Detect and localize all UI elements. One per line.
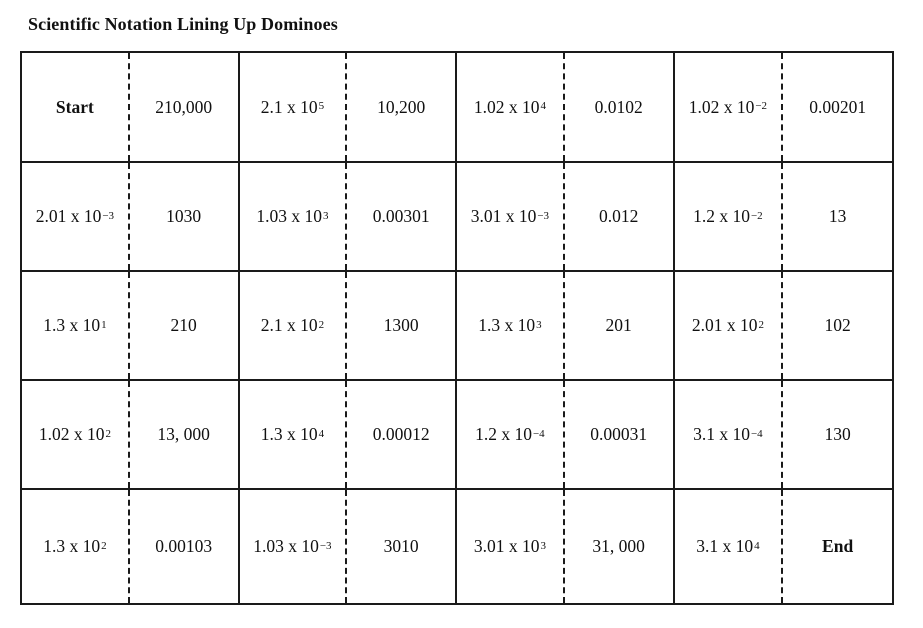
domino-left-half	[457, 53, 565, 161]
domino-right-half	[565, 53, 673, 161]
domino-value: 3.1 x 10	[693, 424, 750, 444]
domino-value: 210,000	[155, 96, 213, 117]
domino-value: 1.2 x 10	[693, 206, 750, 226]
domino-left-half	[240, 272, 348, 379]
domino-left-half	[457, 490, 565, 603]
domino-card	[240, 490, 458, 603]
domino-left-half	[22, 53, 130, 161]
domino-value: 1.3 x 10	[43, 536, 101, 556]
domino-value: 1.2 x 10	[475, 424, 532, 444]
domino-left-half	[675, 381, 784, 488]
domino-row	[22, 381, 892, 490]
domino-value: 0.00031	[590, 424, 648, 444]
domino-value: 10,200	[377, 96, 426, 117]
domino-right-half	[783, 53, 892, 161]
domino-right-half	[130, 53, 238, 161]
domino-exponent: −3	[537, 209, 550, 222]
domino-left-half	[240, 53, 348, 161]
domino-card	[22, 381, 240, 488]
domino-value: 1030	[166, 206, 202, 226]
domino-left-half	[240, 381, 348, 488]
domino-exponent: 2	[758, 318, 764, 331]
domino-card	[675, 490, 893, 603]
domino-exponent: 3	[536, 318, 542, 331]
domino-right-half	[783, 490, 892, 603]
domino-card	[240, 381, 458, 488]
domino-card	[457, 490, 675, 603]
domino-board	[20, 51, 894, 605]
domino-row	[22, 163, 892, 272]
domino-card	[240, 272, 458, 379]
domino-value: 201	[605, 315, 632, 335]
domino-left-half	[22, 490, 130, 603]
domino-exponent: −4	[750, 427, 763, 440]
domino-right-half	[347, 53, 455, 161]
domino-exponent: 3	[322, 209, 329, 222]
domino-value: 2.1 x 10	[260, 315, 318, 335]
domino-value: 3.01 x 10	[470, 206, 537, 226]
domino-value: Start	[55, 96, 94, 117]
domino-row	[22, 272, 892, 381]
domino-value: 0.00012	[372, 424, 430, 444]
domino-exponent: 2	[318, 318, 325, 331]
domino-card	[675, 381, 893, 488]
domino-value: 210	[170, 315, 197, 335]
domino-right-half	[130, 490, 238, 603]
domino-right-half	[783, 163, 892, 270]
domino-left-half	[675, 272, 784, 379]
domino-exponent: −3	[319, 539, 332, 552]
domino-value: 3.01 x 10	[473, 536, 540, 556]
domino-exponent: −3	[102, 209, 115, 222]
domino-right-half	[130, 163, 238, 270]
domino-exponent: 4	[318, 427, 325, 440]
domino-left-half	[675, 53, 784, 161]
domino-right-half	[347, 381, 455, 488]
domino-left-half	[457, 272, 565, 379]
domino-left-half	[675, 163, 784, 270]
domino-row	[22, 53, 892, 163]
domino-value: 1.03 x 10	[256, 206, 322, 226]
domino-right-half	[565, 272, 673, 379]
domino-value: 1.3 x 10	[478, 315, 536, 335]
domino-left-half	[240, 163, 348, 270]
domino-right-half	[783, 272, 892, 379]
domino-value: 13	[828, 206, 847, 226]
domino-exponent: 5	[318, 100, 325, 112]
domino-exponent: 2	[105, 427, 111, 440]
domino-right-half	[783, 381, 892, 488]
domino-card	[22, 163, 240, 270]
domino-card	[22, 272, 240, 379]
domino-left-half	[22, 272, 130, 379]
domino-value: 1.3 x 10	[43, 315, 101, 335]
domino-value: 2.01 x 10	[691, 315, 758, 335]
domino-value: 1.02 x 10	[473, 96, 540, 117]
domino-value: 0.00201	[809, 96, 867, 117]
domino-left-half	[457, 163, 565, 270]
domino-exponent: 2	[101, 539, 107, 552]
domino-value: 1.02 x 10	[38, 424, 105, 444]
domino-value: 31, 000	[592, 536, 645, 556]
page-title: Scientific Notation Lining Up Dominoes	[28, 14, 338, 34]
domino-right-half	[130, 272, 238, 379]
domino-card	[675, 163, 893, 270]
domino-left-half	[457, 381, 565, 488]
domino-value: 0.00103	[155, 536, 213, 556]
domino-card	[457, 381, 675, 488]
domino-card	[457, 272, 675, 379]
domino-value: 1.3 x 10	[260, 424, 318, 444]
domino-value: 0.00301	[372, 206, 430, 226]
domino-value: 2.01 x 10	[35, 206, 102, 226]
domino-right-half	[565, 163, 673, 270]
domino-exponent: −2	[750, 209, 763, 222]
domino-value: End	[822, 536, 854, 556]
domino-value: 130	[824, 424, 851, 444]
domino-card	[457, 163, 675, 270]
domino-exponent: −2	[755, 100, 768, 112]
domino-right-half	[130, 381, 238, 488]
domino-card	[457, 53, 675, 161]
domino-exponent: 3	[540, 539, 546, 552]
domino-value: 102	[824, 315, 851, 335]
domino-card	[675, 272, 893, 379]
domino-card	[240, 163, 458, 270]
domino-card	[675, 53, 893, 161]
domino-exponent: 4	[540, 100, 546, 112]
domino-right-half	[347, 490, 455, 603]
domino-exponent: −4	[532, 427, 545, 440]
domino-value: 2.1 x 10	[260, 96, 318, 117]
domino-row	[22, 490, 892, 603]
domino-value: 1.03 x 10	[253, 536, 319, 556]
domino-exponent: 1	[101, 318, 107, 331]
domino-right-half	[565, 490, 673, 603]
domino-value: 3.1 x 10	[696, 536, 754, 556]
domino-value: 0.012	[598, 206, 639, 226]
domino-value: 13, 000	[157, 424, 210, 444]
domino-right-half	[565, 381, 673, 488]
domino-left-half	[240, 490, 348, 603]
domino-value: 1.02 x 10	[688, 96, 755, 117]
domino-right-half	[347, 163, 455, 270]
domino-value: 3010	[383, 536, 419, 556]
domino-card	[240, 53, 458, 161]
domino-exponent: 4	[754, 539, 760, 552]
domino-value: 0.0102	[594, 96, 643, 117]
domino-left-half	[675, 490, 784, 603]
domino-card	[22, 53, 240, 161]
domino-value: 1300	[383, 315, 419, 335]
domino-left-half	[22, 163, 130, 270]
domino-card	[22, 490, 240, 603]
domino-right-half	[347, 272, 455, 379]
domino-left-half	[22, 381, 130, 488]
